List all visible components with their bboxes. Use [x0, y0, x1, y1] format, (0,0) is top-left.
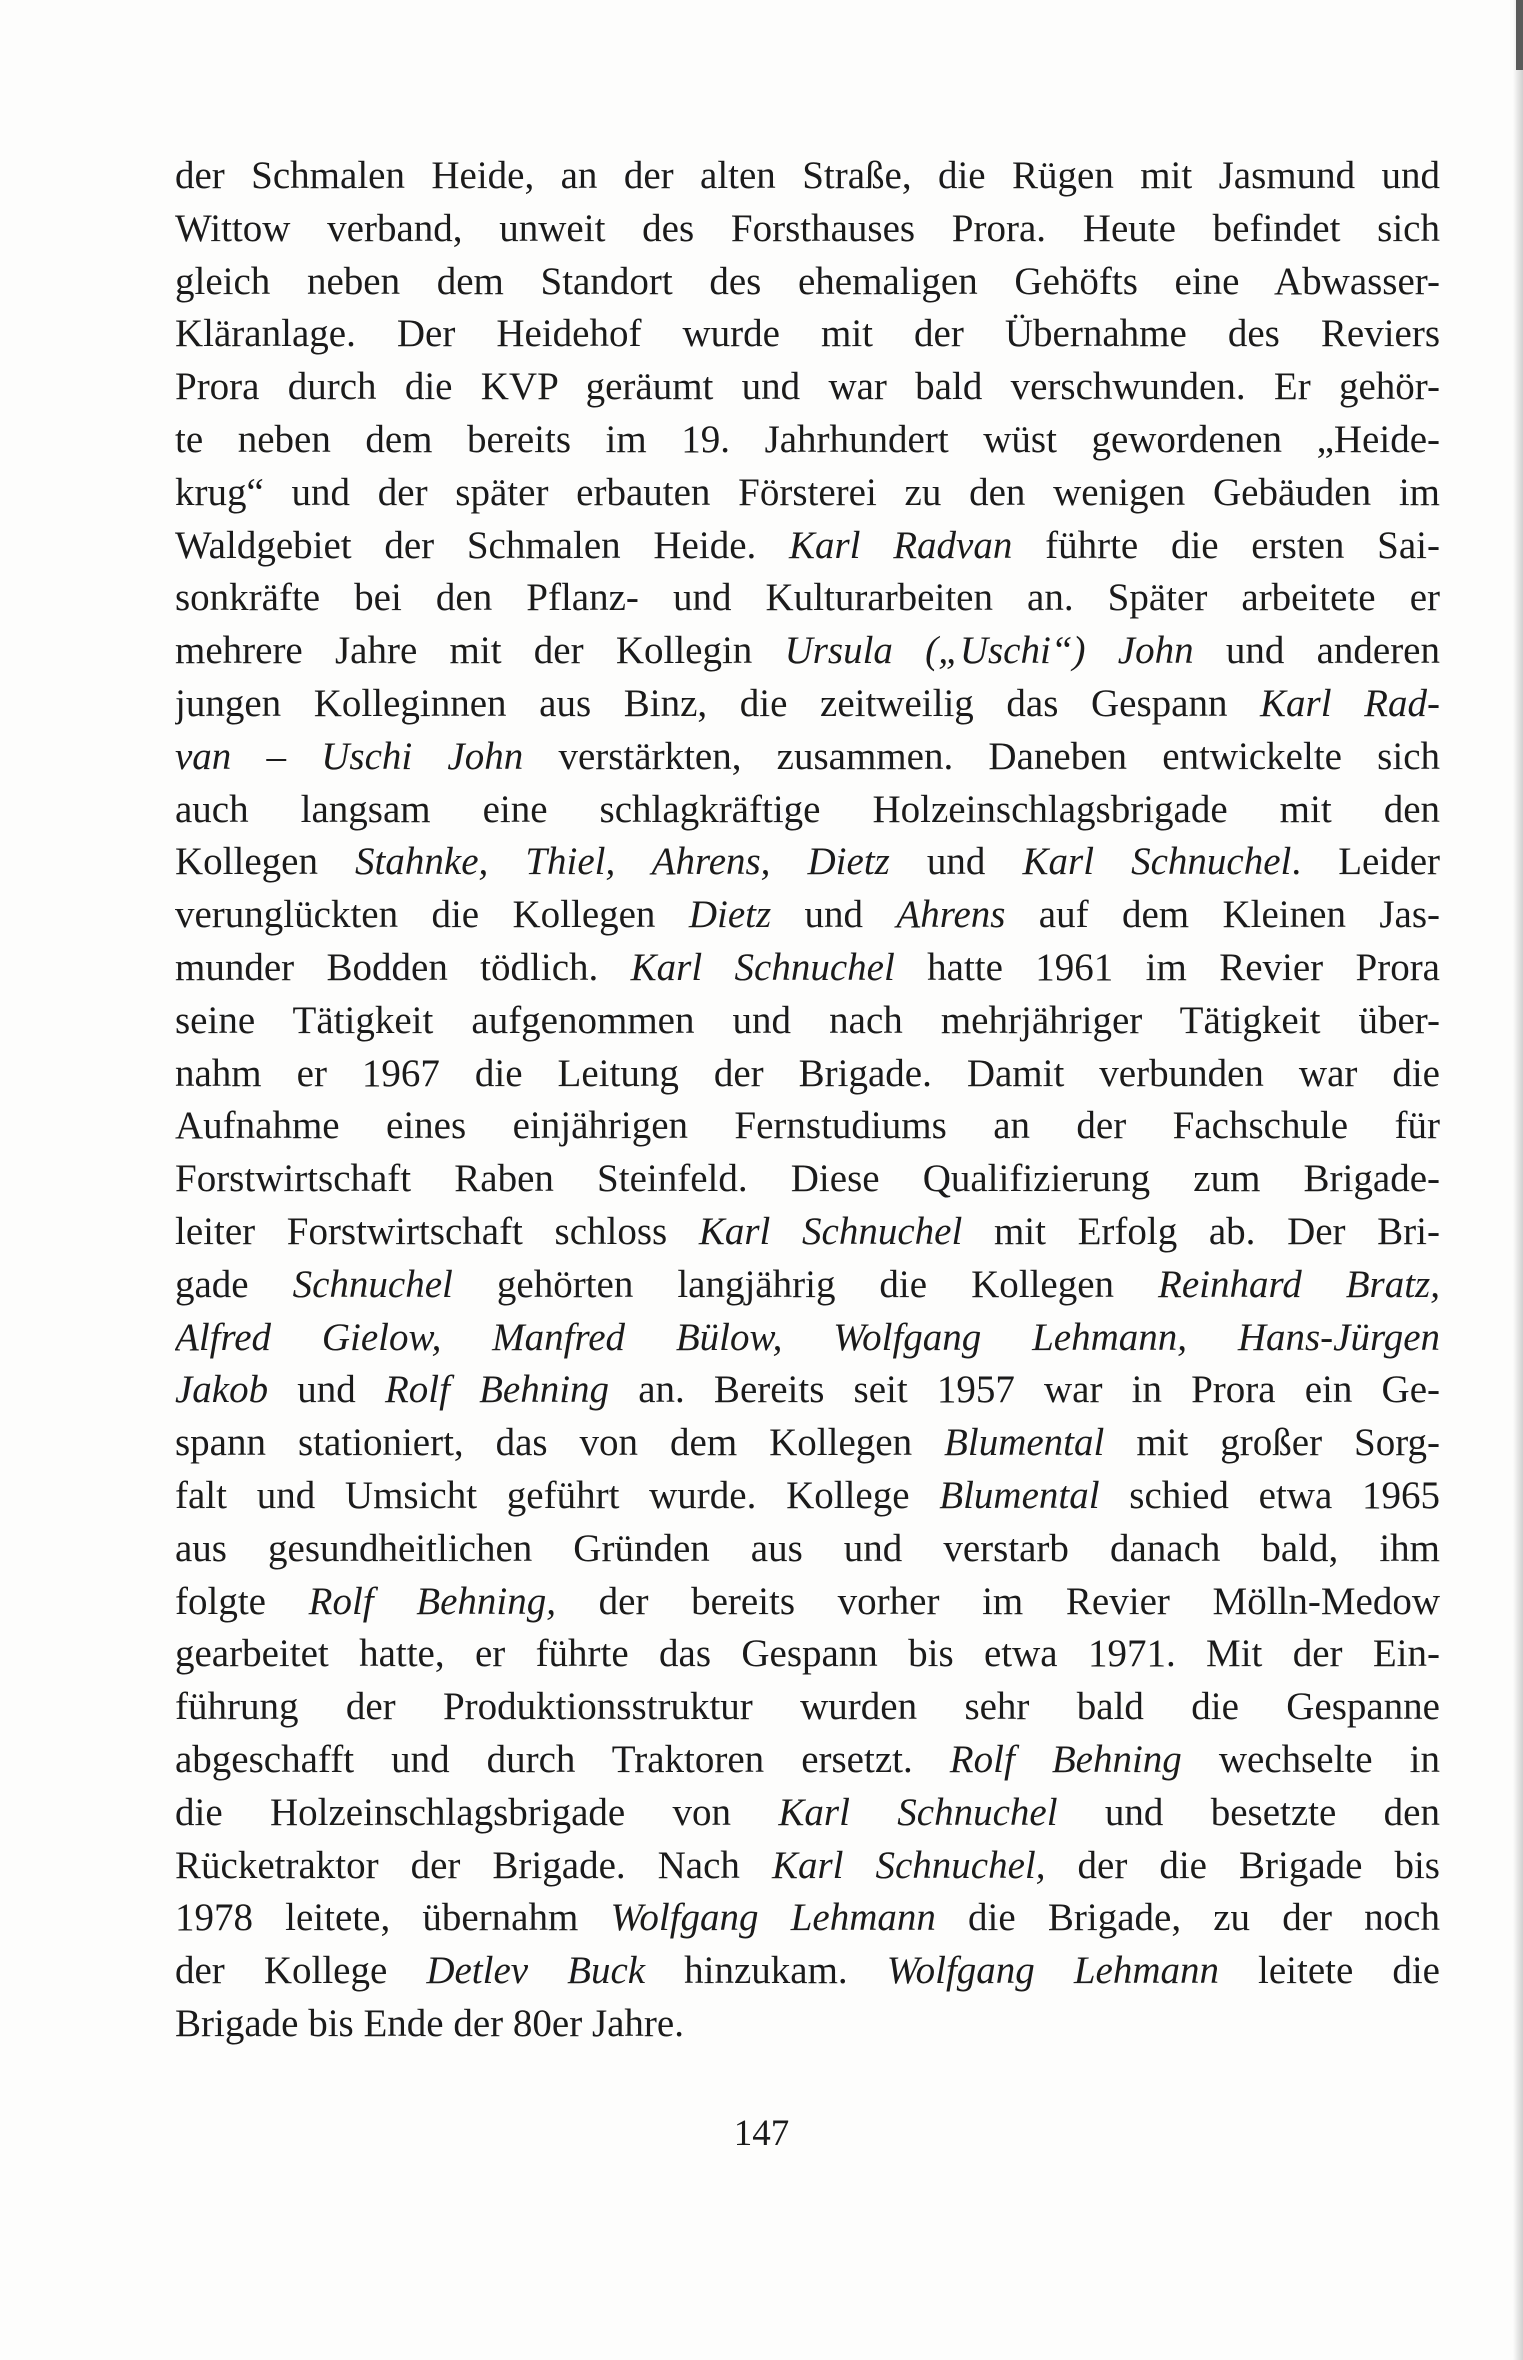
text-span: gleich neben dem Standort des ehemaligen Gehöfts eine Abwasser- — [175, 259, 1440, 303]
text-span: spann stationiert, das von dem Kollegen — [175, 1421, 945, 1465]
text-line — [175, 1840, 1440, 1893]
italic-name: Rolf Behning, — [308, 1579, 556, 1623]
text-line — [175, 678, 1440, 731]
text-span: führung der Produktionsstruktur wurden sehr bald die Gespanne — [175, 1685, 1440, 1729]
text-span: die Holzeinschlagsbrigade von — [175, 1790, 779, 1834]
italic-name: Karl Schnuchel — [630, 945, 895, 989]
italic-name: Karl Schnuchel — [698, 1209, 963, 1253]
text-line — [175, 784, 1440, 837]
text-span: leitete die — [1218, 1949, 1440, 1993]
text-span: Brigade bis Ende der 80er Jahre. — [175, 2001, 684, 2045]
text-span: gearbeitet hatte, er führte das Gespann bis etwa 1971. Mit der Ein- — [175, 1632, 1440, 1676]
text-span: die Brigade, zu der noch — [935, 1896, 1440, 1940]
text-line — [175, 1417, 1440, 1470]
italic-name: Blumental — [939, 1473, 1100, 1517]
text-line — [175, 308, 1440, 361]
italic-name: Karl Schnuchel — [1022, 840, 1292, 884]
text-line — [175, 1734, 1440, 1787]
text-span: der die Brigade bis — [1045, 1843, 1440, 1887]
text-span: der Schmalen Heide, an der alten Straße, die Rügen mit Jasmund und — [175, 154, 1440, 197]
text-span: leiter Forstwirtschaft schloss — [175, 1209, 699, 1253]
italic-name: Detlev Buck — [426, 1949, 646, 1993]
text-line — [175, 572, 1440, 625]
text-line — [175, 1100, 1440, 1153]
italic-name: Schnuchel — [292, 1262, 453, 1306]
italic-name: van – Uschi John — [175, 734, 524, 778]
text-line — [175, 1206, 1440, 1259]
text-span: und — [771, 893, 897, 937]
text-line — [175, 256, 1440, 309]
text-span: krug“ und der später erbauten Försterei zu den wenigen Gebäuden im — [175, 470, 1440, 514]
text-span: schied etwa 1965 — [1099, 1473, 1440, 1517]
text-span: te neben dem bereits im 19. Jahrhundert wüst gewordenen „Heide- — [175, 417, 1440, 461]
body-text — [175, 150, 1440, 2051]
text-line — [175, 1523, 1440, 1576]
text-span: falt und Umsicht geführt wurde. Kollege — [175, 1473, 940, 1517]
text-span: sonkräfte bei den Pflanz- und Kulturarbeiten an. Später arbeitete er — [175, 576, 1440, 620]
text-span: Waldgebiet der Schmalen Heide. — [175, 523, 789, 567]
text-line — [175, 1312, 1440, 1365]
text-line — [175, 625, 1440, 678]
italic-name: Karl Schnuchel — [778, 1790, 1058, 1834]
text-line — [175, 889, 1440, 942]
text-span: hinzukam. — [645, 1949, 887, 1993]
text-line — [175, 995, 1440, 1048]
text-span: munder Bodden tödlich. — [175, 945, 631, 989]
text-line — [175, 1892, 1440, 1945]
text-span: und anderen — [1193, 629, 1440, 673]
text-line — [175, 414, 1440, 467]
text-span: hatte 1961 im Revier Prora — [894, 945, 1440, 989]
italic-name: Alfred Gielow, Manfred Bülow, Wolfgang Lehmann, Hans-Jürgen — [175, 1315, 1440, 1359]
text-line — [175, 731, 1440, 784]
text-span: verstärkten, zusammen. Daneben entwickelte sich — [523, 734, 1440, 778]
text-span: wechselte in — [1181, 1737, 1440, 1781]
italic-name: Dietz — [688, 893, 772, 937]
italic-name: Stahnke, Thiel, Ahrens, Dietz — [355, 840, 890, 884]
text-span: Forstwirtschaft Raben Steinfeld. Diese Qualifizierung zum Brigade- — [175, 1157, 1440, 1201]
text-span: folgte — [175, 1579, 309, 1623]
text-line — [175, 1998, 1440, 2051]
text-span: nahm er 1967 die Leitung der Brigade. Damit verbunden war die — [175, 1051, 1440, 1095]
italic-name: Ursula („Uschi“) John — [784, 629, 1194, 673]
text-span: gade — [175, 1262, 293, 1306]
text-span: Kläranlage. Der Heidehof wurde mit der Übernahme des Reviers — [175, 312, 1440, 356]
italic-name: Rolf Behning — [949, 1737, 1182, 1781]
page-edge-shadow — [1513, 0, 1523, 2360]
italic-name: Karl Schnuchel, — [771, 1843, 1046, 1887]
text-span: mit Erfolg ab. Der Bri- — [962, 1209, 1440, 1253]
text-span: an. Bereits seit 1957 war in Prora ein Ge- — [609, 1368, 1440, 1412]
text-span: . Leider — [1291, 840, 1440, 884]
text-line — [175, 520, 1440, 573]
text-line — [175, 1945, 1440, 1998]
text-line — [175, 203, 1440, 256]
text-span: und — [268, 1368, 385, 1412]
italic-name: Rolf Behning — [384, 1368, 610, 1412]
text-line — [175, 836, 1440, 889]
page-number: 147 — [733, 2113, 790, 2154]
text-line — [175, 1576, 1440, 1629]
text-span: Wittow verband, unweit des Forsthauses Prora. Heute befindet sich — [175, 206, 1440, 250]
text-span: Prora durch die KVP geräumt und war bald verschwunden. Er gehör- — [175, 365, 1440, 409]
text-span: Aufnahme eines einjährigen Fernstudiums an der Fachschule für — [175, 1104, 1440, 1148]
page-edge-mark — [1516, 0, 1523, 70]
text-line — [175, 942, 1440, 995]
text-span: auch langsam eine schlagkräftige Holzeinschlagsbrigade mit den — [175, 787, 1440, 831]
italic-name: Wolfgang Lehmann — [610, 1896, 936, 1940]
text-span: auf dem Kleinen Jas- — [1005, 893, 1440, 937]
italic-name: Wolfgang Lehmann — [886, 1949, 1219, 1993]
text-line — [175, 1364, 1440, 1417]
text-span: führte die ersten Sai- — [1012, 523, 1440, 567]
text-span: abgeschafft und durch Traktoren ersetzt. — [175, 1737, 950, 1781]
text-line — [175, 361, 1440, 414]
italic-name: Jakob — [175, 1368, 269, 1412]
text-span: Kollegen — [175, 840, 356, 884]
italic-name: Blumental — [944, 1421, 1105, 1465]
text-line — [175, 1628, 1440, 1681]
text-span: seine Tätigkeit aufgenommen und nach mehrjähriger Tätigkeit über- — [175, 998, 1440, 1042]
text-line — [175, 1259, 1440, 1312]
text-line — [175, 1681, 1440, 1734]
text-span: und — [889, 840, 1023, 884]
italic-name: Karl Radvan — [788, 523, 1013, 567]
text-line — [175, 1470, 1440, 1523]
italic-name: Ahrens — [896, 893, 1006, 937]
text-line — [175, 1048, 1440, 1101]
italic-name: Karl Rad- — [1260, 681, 1440, 725]
text-line — [175, 1787, 1440, 1840]
text-span: mehrere Jahre mit der Kollegin — [175, 629, 785, 673]
text-span: und besetzte den — [1057, 1790, 1440, 1834]
text-span: der Kollege — [175, 1949, 427, 1993]
text-span: Rücketraktor der Brigade. Nach — [175, 1843, 772, 1887]
text-line — [175, 150, 1440, 203]
text-span: verunglückten die Kollegen — [175, 893, 689, 937]
text-span: jungen Kolleginnen aus Binz, die zeitweilig das Gespann — [175, 681, 1261, 725]
text-span: mit großer Sorg- — [1104, 1421, 1440, 1465]
text-line — [175, 1153, 1440, 1206]
text-span: der bereits vorher im Revier Mölln-Medow — [555, 1579, 1440, 1623]
text-line — [175, 467, 1440, 520]
text-span: gehörten langjährig die Kollegen — [452, 1262, 1159, 1306]
italic-name: Reinhard Bratz, — [1158, 1262, 1440, 1306]
text-span: aus gesundheitlichen Gründen aus und verstarb danach bald, ihm — [175, 1526, 1440, 1570]
text-span: 1978 leitete, übernahm — [175, 1896, 611, 1940]
